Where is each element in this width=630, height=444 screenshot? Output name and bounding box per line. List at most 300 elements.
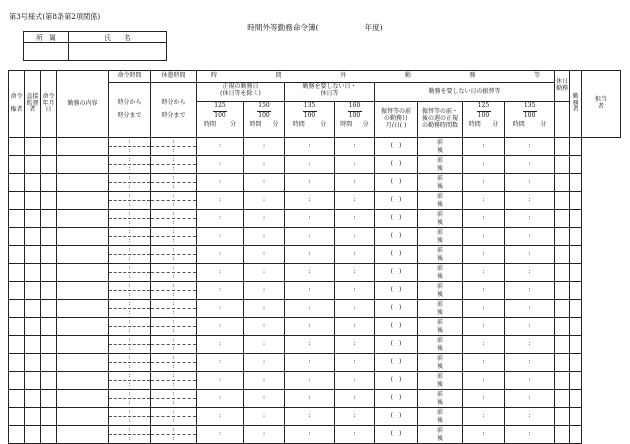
rate-160-cell[interactable] bbox=[335, 156, 375, 174]
rate-125-cell[interactable] bbox=[197, 246, 244, 264]
rate-135-cell[interactable] bbox=[285, 210, 335, 228]
substitution-hours-cell[interactable] bbox=[418, 354, 463, 372]
rate-160-cell[interactable] bbox=[335, 354, 375, 372]
rate-160-cell[interactable] bbox=[335, 264, 375, 282]
substitution-date-cell[interactable] bbox=[375, 408, 418, 426]
work-content-cell[interactable] bbox=[57, 300, 109, 318]
time-colon: : bbox=[172, 246, 175, 253]
order-date-cell[interactable] bbox=[41, 372, 57, 390]
person-in-charge-cell[interactable] bbox=[570, 156, 582, 174]
person-in-charge-cell[interactable] bbox=[570, 138, 582, 156]
order-date-cell[interactable] bbox=[41, 210, 57, 228]
substitution-hours-cell[interactable] bbox=[418, 246, 463, 264]
direct-supervisor-cell[interactable] bbox=[25, 408, 41, 426]
direct-supervisor-cell[interactable] bbox=[25, 210, 41, 228]
substitution-date-cell[interactable] bbox=[375, 300, 418, 318]
order-date-cell[interactable] bbox=[41, 408, 57, 426]
rate-150-cell[interactable] bbox=[244, 156, 285, 174]
rate-125-cell[interactable] bbox=[197, 210, 244, 228]
rate-125-cell[interactable] bbox=[197, 372, 244, 390]
rate-125b-cell[interactable] bbox=[463, 174, 505, 192]
break-time-cell[interactable] bbox=[151, 300, 197, 318]
work-content-cell[interactable] bbox=[57, 264, 109, 282]
rate-150-cell[interactable] bbox=[244, 426, 285, 444]
rate-160-cell[interactable] bbox=[335, 300, 375, 318]
time-colon: : bbox=[128, 174, 131, 181]
break-time-cell[interactable] bbox=[151, 318, 197, 336]
rate-160-cell[interactable] bbox=[335, 408, 375, 426]
after-mark: 後 bbox=[436, 254, 443, 262]
rate-125b-cell[interactable] bbox=[463, 300, 505, 318]
time-colon: : bbox=[172, 363, 175, 370]
overtime-group-char: 時 bbox=[211, 72, 218, 80]
substitution-date-cell[interactable] bbox=[375, 318, 418, 336]
substitution-hours-cell[interactable] bbox=[418, 174, 463, 192]
substitution-hours-cell[interactable] bbox=[418, 138, 463, 156]
rate-125b-cell[interactable] bbox=[463, 156, 505, 174]
date-bracket: ( ) bbox=[390, 322, 402, 330]
rate-125b-cell[interactable] bbox=[463, 282, 505, 300]
work-content-cell[interactable] bbox=[57, 192, 109, 210]
order-time-cell[interactable] bbox=[109, 426, 151, 444]
order-time-cell[interactable] bbox=[109, 138, 151, 156]
time-colon: : bbox=[353, 412, 356, 420]
rate-135b-cell[interactable] bbox=[505, 426, 555, 444]
rate-150-cell[interactable] bbox=[244, 246, 285, 264]
rate-125-cell[interactable] bbox=[197, 408, 244, 426]
direct-supervisor-cell[interactable] bbox=[25, 300, 41, 318]
before-mark: 前 bbox=[436, 409, 443, 416]
rate-135-cell[interactable] bbox=[285, 228, 335, 246]
order-date-cell[interactable] bbox=[41, 336, 57, 354]
order-time-cell[interactable] bbox=[109, 390, 151, 408]
substitution-hours-cell[interactable] bbox=[418, 228, 463, 246]
time-colon: : bbox=[353, 358, 356, 366]
rate-125b-cell[interactable] bbox=[463, 372, 505, 390]
rate-125b-cell[interactable] bbox=[463, 192, 505, 210]
substitution-hours-cell[interactable] bbox=[418, 282, 463, 300]
break-time-cell[interactable] bbox=[151, 282, 197, 300]
rate-125b-cell[interactable] bbox=[463, 390, 505, 408]
rate-150-cell[interactable] bbox=[244, 336, 285, 354]
rate-135-cell[interactable] bbox=[285, 192, 335, 210]
order-time-cell[interactable] bbox=[109, 282, 151, 300]
rate-125-cell[interactable] bbox=[197, 300, 244, 318]
work-content-cell[interactable] bbox=[57, 138, 109, 156]
direct-supervisor-cell[interactable] bbox=[25, 282, 41, 300]
rate-160-cell[interactable] bbox=[335, 138, 375, 156]
substitution-date-cell[interactable] bbox=[375, 354, 418, 372]
break-time-cell[interactable] bbox=[151, 372, 197, 390]
person-in-charge-cell[interactable] bbox=[570, 408, 582, 426]
time-colon: : bbox=[172, 237, 175, 244]
order-date-cell[interactable] bbox=[41, 138, 57, 156]
rate-135-cell[interactable] bbox=[285, 426, 335, 444]
rate-150-cell[interactable] bbox=[244, 264, 285, 282]
order-authority-cell[interactable] bbox=[9, 264, 25, 282]
work-content-cell[interactable] bbox=[57, 336, 109, 354]
rate-125-cell[interactable] bbox=[197, 174, 244, 192]
direct-supervisor-cell[interactable] bbox=[25, 354, 41, 372]
substitution-hours-cell[interactable] bbox=[418, 426, 463, 444]
affiliation-field[interactable] bbox=[24, 43, 69, 61]
order-time-cell[interactable] bbox=[109, 408, 151, 426]
work-content-cell[interactable] bbox=[57, 210, 109, 228]
order-authority-cell[interactable] bbox=[9, 300, 25, 318]
rate-125b-cell[interactable] bbox=[463, 264, 505, 282]
break-time-cell[interactable] bbox=[151, 228, 197, 246]
work-content-cell[interactable] bbox=[57, 426, 109, 444]
worker-cell[interactable] bbox=[555, 390, 570, 408]
worker-cell[interactable] bbox=[555, 138, 570, 156]
order-time-cell[interactable] bbox=[109, 246, 151, 264]
person-in-charge-cell[interactable] bbox=[570, 390, 582, 408]
substitution-date-cell[interactable] bbox=[375, 426, 418, 444]
order-authority-cell[interactable] bbox=[9, 138, 25, 156]
rate-150-cell[interactable] bbox=[244, 408, 285, 426]
work-content-cell[interactable] bbox=[57, 318, 109, 336]
worker-cell[interactable] bbox=[555, 246, 570, 264]
rate-125-cell[interactable] bbox=[197, 192, 244, 210]
rate-125b-cell[interactable] bbox=[463, 210, 505, 228]
person-in-charge-cell[interactable] bbox=[570, 192, 582, 210]
rate-150-cell[interactable] bbox=[244, 228, 285, 246]
direct-supervisor-cell[interactable] bbox=[25, 264, 41, 282]
table-row bbox=[9, 246, 621, 264]
substitution-hours-cell[interactable] bbox=[418, 300, 463, 318]
worker-cell[interactable] bbox=[555, 336, 570, 354]
substitution-date-cell[interactable] bbox=[375, 156, 418, 174]
rate-125b-cell[interactable] bbox=[463, 408, 505, 426]
break-time-cell[interactable] bbox=[151, 390, 197, 408]
substitution-date-cell[interactable] bbox=[375, 228, 418, 246]
person-in-charge-cell[interactable] bbox=[570, 282, 582, 300]
substitution-hours-cell[interactable] bbox=[418, 210, 463, 228]
rate-135-cell[interactable] bbox=[285, 174, 335, 192]
rate-125-cell[interactable] bbox=[197, 138, 244, 156]
overtime-group-header bbox=[197, 71, 555, 83]
rate-125-cell[interactable] bbox=[197, 354, 244, 372]
order-time-cell[interactable] bbox=[109, 336, 151, 354]
work-content-cell[interactable] bbox=[57, 282, 109, 300]
order-authority-cell[interactable] bbox=[9, 354, 25, 372]
order-date-cell[interactable] bbox=[41, 246, 57, 264]
substitution-date-cell[interactable] bbox=[375, 246, 418, 264]
break-time-cell[interactable] bbox=[151, 192, 197, 210]
work-content-cell[interactable] bbox=[57, 246, 109, 264]
work-content-cell[interactable] bbox=[57, 390, 109, 408]
order-authority-cell[interactable] bbox=[9, 246, 25, 264]
rate-150-cell[interactable] bbox=[244, 372, 285, 390]
rate-135b-cell[interactable] bbox=[505, 318, 555, 336]
order-date-cell[interactable] bbox=[41, 354, 57, 372]
order-date-cell[interactable] bbox=[41, 156, 57, 174]
break-time-cell[interactable] bbox=[151, 210, 197, 228]
rate-150-cell[interactable] bbox=[244, 174, 285, 192]
rate-135b-cell[interactable] bbox=[505, 228, 555, 246]
order-date-cell[interactable] bbox=[41, 426, 57, 444]
order-authority-cell[interactable] bbox=[9, 408, 25, 426]
order-date-cell[interactable] bbox=[41, 300, 57, 318]
substitution-hours-cell[interactable] bbox=[418, 192, 463, 210]
rate-135b-cell[interactable] bbox=[505, 192, 555, 210]
order-date-cell[interactable] bbox=[41, 174, 57, 192]
order-date-cell[interactable] bbox=[41, 228, 57, 246]
rate-150-cell[interactable] bbox=[244, 282, 285, 300]
order-date-cell[interactable] bbox=[41, 192, 57, 210]
substitution-date-cell[interactable] bbox=[375, 390, 418, 408]
rate-135b-cell[interactable] bbox=[505, 282, 555, 300]
substitution-date-cell[interactable] bbox=[375, 210, 418, 228]
rate-135-cell[interactable] bbox=[285, 282, 335, 300]
worker-cell[interactable] bbox=[555, 282, 570, 300]
break-time-cell[interactable] bbox=[151, 174, 197, 192]
rate-135-cell[interactable] bbox=[285, 246, 335, 264]
order-authority-cell[interactable] bbox=[9, 228, 25, 246]
order-authority-cell[interactable] bbox=[9, 372, 25, 390]
rate-135b-cell[interactable] bbox=[505, 246, 555, 264]
rate-135-cell[interactable] bbox=[285, 138, 335, 156]
time-colon: : bbox=[528, 394, 531, 402]
order-authority-cell[interactable] bbox=[9, 210, 25, 228]
person-in-charge-cell[interactable] bbox=[570, 336, 582, 354]
direct-supervisor-cell[interactable] bbox=[25, 390, 41, 408]
order-time-cell[interactable] bbox=[109, 228, 151, 246]
substitution-date-cell[interactable] bbox=[375, 264, 418, 282]
direct-supervisor-cell[interactable] bbox=[25, 426, 41, 444]
rate-160-cell[interactable] bbox=[335, 336, 375, 354]
person-in-charge-cell[interactable] bbox=[570, 300, 582, 318]
work-content-cell[interactable] bbox=[57, 156, 109, 174]
rate-125-cell[interactable] bbox=[197, 282, 244, 300]
rate-135b-cell[interactable] bbox=[505, 174, 555, 192]
time-colon: : bbox=[528, 376, 531, 384]
rate-125b-cell[interactable] bbox=[463, 336, 505, 354]
order-time-cell[interactable] bbox=[109, 210, 151, 228]
rate-135-cell[interactable] bbox=[285, 300, 335, 318]
rate-135-cell[interactable] bbox=[285, 372, 335, 390]
rate-160-cell[interactable] bbox=[335, 426, 375, 444]
time-colon: : bbox=[172, 417, 175, 424]
order-date-cell[interactable] bbox=[41, 282, 57, 300]
rate-125b-cell[interactable] bbox=[463, 246, 505, 264]
table-row bbox=[9, 318, 621, 336]
order-authority-cell[interactable] bbox=[9, 192, 25, 210]
rate-135-cell[interactable] bbox=[285, 156, 335, 174]
substitution-date-cell[interactable] bbox=[375, 138, 418, 156]
person-in-charge-cell[interactable] bbox=[570, 228, 582, 246]
substitution-hours-cell[interactable] bbox=[418, 336, 463, 354]
order-time-cell[interactable] bbox=[109, 372, 151, 390]
break-time-cell[interactable] bbox=[151, 408, 197, 426]
order-time-cell[interactable] bbox=[109, 156, 151, 174]
rate-125-cell[interactable] bbox=[197, 228, 244, 246]
substitution-date-cell[interactable] bbox=[375, 282, 418, 300]
person-in-charge-cell[interactable] bbox=[570, 426, 582, 444]
rate-135-cell[interactable] bbox=[285, 336, 335, 354]
worker-cell[interactable] bbox=[555, 228, 570, 246]
rate-135b-cell[interactable] bbox=[505, 210, 555, 228]
rate-135b-cell[interactable] bbox=[505, 390, 555, 408]
substitution-date-cell[interactable] bbox=[375, 174, 418, 192]
order-date-cell[interactable] bbox=[41, 264, 57, 282]
worker-cell[interactable] bbox=[555, 372, 570, 390]
substitution-date-cell[interactable] bbox=[375, 372, 418, 390]
rate-160-cell[interactable] bbox=[335, 210, 375, 228]
time-colon: : bbox=[218, 232, 222, 240]
person-in-charge-cell[interactable] bbox=[570, 210, 582, 228]
worker-cell[interactable] bbox=[555, 210, 570, 228]
worker-cell[interactable] bbox=[555, 300, 570, 318]
rate-125-cell[interactable] bbox=[197, 264, 244, 282]
time-colon: : bbox=[128, 165, 131, 172]
rate-135b-cell[interactable] bbox=[505, 336, 555, 354]
rate-135b-cell[interactable] bbox=[505, 264, 555, 282]
direct-supervisor-cell[interactable] bbox=[25, 156, 41, 174]
rate-135-cell[interactable] bbox=[285, 354, 335, 372]
person-in-charge-cell[interactable] bbox=[570, 354, 582, 372]
date-bracket: ( ) bbox=[390, 214, 402, 222]
order-authority-cell[interactable] bbox=[9, 336, 25, 354]
rate-125-cell[interactable] bbox=[197, 156, 244, 174]
rate-135-cell[interactable] bbox=[285, 318, 335, 336]
order-date-cell[interactable] bbox=[41, 318, 57, 336]
break-time-cell[interactable] bbox=[151, 138, 197, 156]
rate-135b-cell[interactable] bbox=[505, 354, 555, 372]
person-in-charge-cell[interactable] bbox=[570, 264, 582, 282]
rate-135b-cell[interactable] bbox=[505, 300, 555, 318]
time-colon: : bbox=[262, 196, 266, 204]
rate-135-cell[interactable] bbox=[285, 408, 335, 426]
rate-125b-cell[interactable] bbox=[463, 228, 505, 246]
substitution-hours-cell[interactable] bbox=[418, 156, 463, 174]
rate-160-cell[interactable] bbox=[335, 390, 375, 408]
order-authority-cell[interactable] bbox=[9, 156, 25, 174]
rate-125b-cell[interactable] bbox=[463, 426, 505, 444]
direct-supervisor-cell[interactable] bbox=[25, 228, 41, 246]
rate-135b-cell[interactable] bbox=[505, 138, 555, 156]
substitution-hours-cell[interactable] bbox=[418, 390, 463, 408]
worker-cell[interactable] bbox=[555, 174, 570, 192]
worker-cell[interactable] bbox=[555, 264, 570, 282]
break-time-cell[interactable] bbox=[151, 264, 197, 282]
rate-125b-cell[interactable] bbox=[463, 318, 505, 336]
substitution-hours-cell[interactable] bbox=[418, 408, 463, 426]
time-colon: : bbox=[128, 426, 131, 433]
time-colon: : bbox=[308, 196, 311, 204]
break-time-cell[interactable] bbox=[151, 246, 197, 264]
worker-cell[interactable] bbox=[555, 192, 570, 210]
worker-cell[interactable] bbox=[555, 156, 570, 174]
rate-125-cell[interactable] bbox=[197, 318, 244, 336]
work-content-cell[interactable] bbox=[57, 174, 109, 192]
rate-150-cell[interactable] bbox=[244, 138, 285, 156]
name-field[interactable] bbox=[69, 43, 167, 61]
after-mark: 後 bbox=[436, 398, 443, 406]
rate-160-cell[interactable] bbox=[335, 318, 375, 336]
rate-125-cell[interactable] bbox=[197, 336, 244, 354]
direct-supervisor-cell[interactable] bbox=[25, 192, 41, 210]
rate-150-cell[interactable] bbox=[244, 390, 285, 408]
substitution-hours-cell[interactable] bbox=[418, 264, 463, 282]
direct-supervisor-cell[interactable] bbox=[25, 174, 41, 192]
worker-cell[interactable] bbox=[555, 408, 570, 426]
rate-135b-cell[interactable] bbox=[505, 372, 555, 390]
order-authority-cell[interactable] bbox=[9, 426, 25, 444]
rate-135b-cell[interactable] bbox=[505, 156, 555, 174]
work-content-cell[interactable] bbox=[57, 354, 109, 372]
rate-150-cell[interactable] bbox=[244, 210, 285, 228]
order-time-cell[interactable] bbox=[109, 300, 151, 318]
work-content-cell[interactable] bbox=[57, 408, 109, 426]
rate-160-cell[interactable] bbox=[335, 174, 375, 192]
worker-cell[interactable] bbox=[555, 426, 570, 444]
direct-supervisor-cell[interactable] bbox=[25, 336, 41, 354]
order-time-cell[interactable] bbox=[109, 318, 151, 336]
break-time-cell[interactable] bbox=[151, 336, 197, 354]
rate-160-cell[interactable] bbox=[335, 228, 375, 246]
rate-150-cell[interactable] bbox=[244, 354, 285, 372]
rate-150-cell[interactable] bbox=[244, 300, 285, 318]
person-in-charge-cell[interactable] bbox=[570, 372, 582, 390]
direct-supervisor-cell[interactable] bbox=[25, 246, 41, 264]
order-authority-cell[interactable] bbox=[9, 282, 25, 300]
rate-125b-cell[interactable] bbox=[463, 138, 505, 156]
rate-135-cell[interactable] bbox=[285, 264, 335, 282]
rate-125b-cell[interactable] bbox=[463, 354, 505, 372]
rate-150-cell[interactable] bbox=[244, 318, 285, 336]
break-time-cell[interactable] bbox=[151, 426, 197, 444]
order-authority-cell[interactable] bbox=[9, 390, 25, 408]
rate-160-cell[interactable] bbox=[335, 282, 375, 300]
direct-supervisor-cell[interactable] bbox=[25, 138, 41, 156]
break-time-cell[interactable] bbox=[151, 156, 197, 174]
time-colon: : bbox=[353, 178, 356, 186]
rate-125-cell[interactable] bbox=[197, 390, 244, 408]
order-date-cell[interactable] bbox=[41, 390, 57, 408]
direct-supervisor-cell[interactable] bbox=[25, 318, 41, 336]
order-time-cell[interactable] bbox=[109, 192, 151, 210]
work-content-cell[interactable] bbox=[57, 228, 109, 246]
worker-cell[interactable] bbox=[555, 354, 570, 372]
rate-150-cell[interactable] bbox=[244, 192, 285, 210]
substitution-hours-cell[interactable] bbox=[418, 372, 463, 390]
work-content-cell[interactable] bbox=[57, 372, 109, 390]
order-authority-cell[interactable] bbox=[9, 318, 25, 336]
direct-supervisor-cell[interactable] bbox=[25, 372, 41, 390]
person-in-charge-cell[interactable] bbox=[570, 246, 582, 264]
rate-135b-cell[interactable] bbox=[505, 408, 555, 426]
person-in-charge-cell[interactable] bbox=[570, 174, 582, 192]
rate-160-cell[interactable] bbox=[335, 372, 375, 390]
substitution-date-cell[interactable] bbox=[375, 336, 418, 354]
substitution-date-cell[interactable] bbox=[375, 192, 418, 210]
order-time-cell[interactable] bbox=[109, 264, 151, 282]
time-colon: : bbox=[128, 336, 131, 343]
rate-160-cell[interactable] bbox=[335, 246, 375, 264]
after-mark: 後 bbox=[436, 416, 443, 424]
order-time-cell[interactable] bbox=[109, 174, 151, 192]
break-time-cell[interactable] bbox=[151, 354, 197, 372]
order-time-cell[interactable] bbox=[109, 354, 151, 372]
rate-160-cell[interactable] bbox=[335, 192, 375, 210]
substitution-hours-cell[interactable] bbox=[418, 318, 463, 336]
person-in-charge-cell[interactable] bbox=[570, 318, 582, 336]
rate-135-cell[interactable] bbox=[285, 390, 335, 408]
order-authority-cell[interactable] bbox=[9, 174, 25, 192]
rate-125-cell[interactable] bbox=[197, 426, 244, 444]
worker-cell[interactable] bbox=[555, 318, 570, 336]
